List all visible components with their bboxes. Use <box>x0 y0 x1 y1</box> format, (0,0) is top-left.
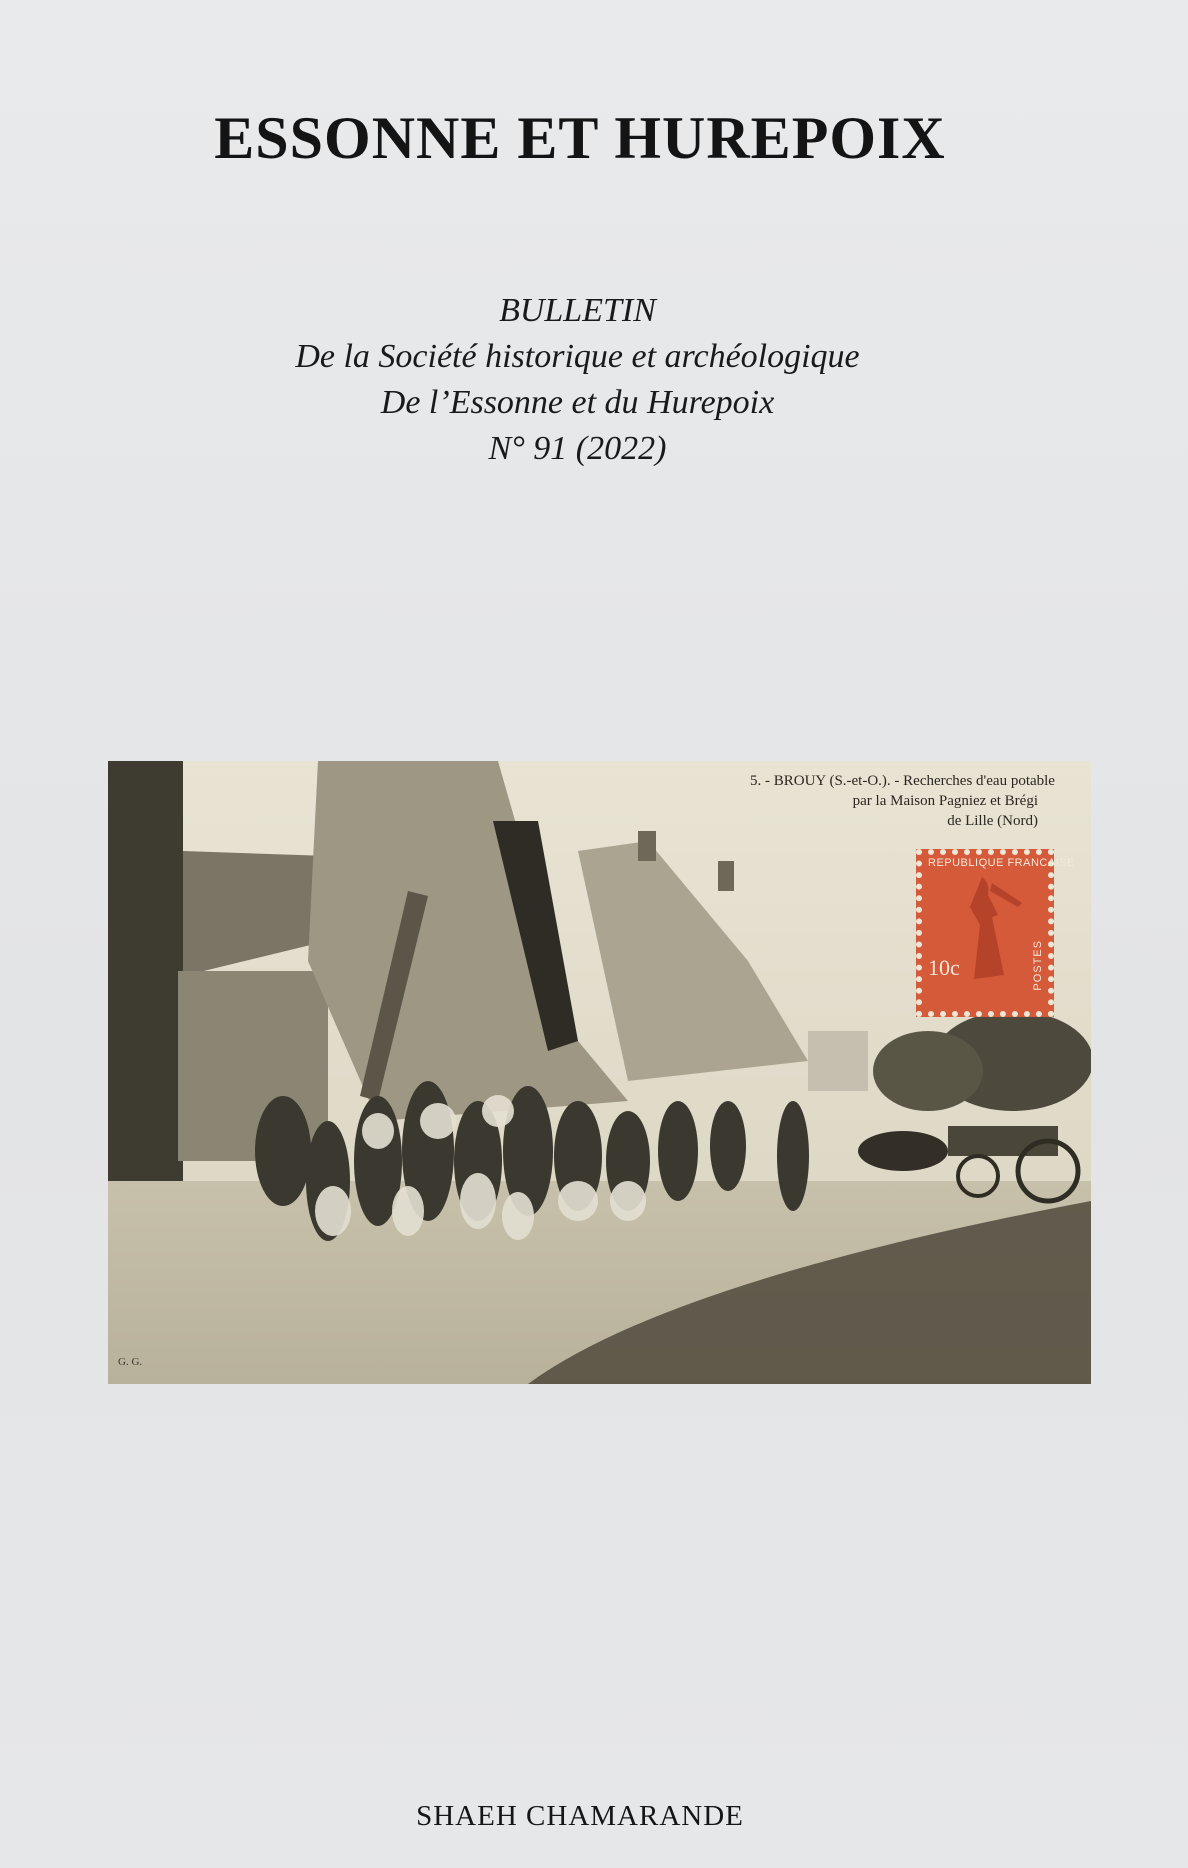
stamp-postes-text: POSTES <box>1032 940 1044 991</box>
stamp-value: 10c <box>928 955 960 980</box>
bulletin-issue: N° 91 (2022) <box>488 430 667 467</box>
sower-figure-icon <box>922 855 1048 1011</box>
caption-line: par la Maison Pagniez et Brégi <box>852 793 1038 809</box>
bulletin-subtitle <box>0 288 1155 472</box>
postcard-caption <box>638 771 1055 831</box>
bulletin-line: De l’Essonne et du Hurepoix <box>380 384 775 421</box>
caption-line: de Lille (Nord) <box>947 813 1038 829</box>
bulletin-line: BULLETIN <box>499 292 656 329</box>
cover-photograph <box>108 761 1091 1384</box>
caption-line: 5. - BROUY (S.-et-O.). - Recherches d'eau potable <box>750 773 1055 789</box>
photographer-mark: G. G. <box>118 1356 143 1368</box>
postage-stamp <box>916 849 1075 1017</box>
stamp-country-text: REPUBLIQUE FRANCAISE <box>928 857 1075 869</box>
cover-title: ESSONNE ET HUREPOIX <box>214 105 946 171</box>
bulletin-line: De la Société historique et archéologique <box>295 338 860 375</box>
publisher-name: SHAEH CHAMARANDE <box>416 1800 744 1832</box>
